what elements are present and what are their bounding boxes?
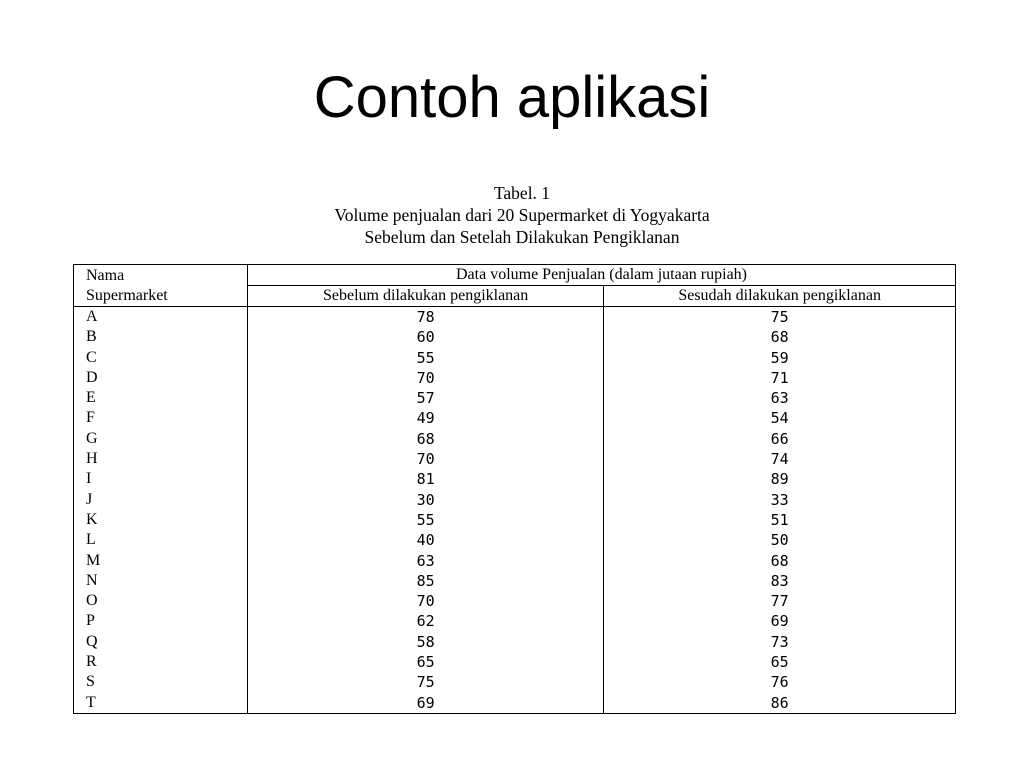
- sales-after-cell: 86: [604, 693, 956, 714]
- table-row: [74, 551, 956, 571]
- header-name-line1: Nama: [86, 266, 125, 284]
- supermarket-name-cell: I: [74, 469, 248, 489]
- header-after-advertising: Sesudah dilakukan pengiklanan: [604, 286, 956, 307]
- caption-table-condition: Sebelum dan Setelah Dilakukan Pengiklanan: [364, 227, 680, 247]
- sales-after-cell: 66: [604, 429, 956, 449]
- sales-before-cell: 62: [248, 611, 604, 631]
- table-row: [74, 327, 956, 347]
- table-row: [74, 307, 956, 328]
- table-row: [74, 591, 956, 611]
- slide-title: Contoh aplikasi: [313, 65, 711, 130]
- sales-after-cell: 33: [604, 490, 956, 510]
- supermarket-name-cell: N: [74, 571, 248, 591]
- sales-after-cell: 71: [604, 368, 956, 388]
- sales-after-cell: 74: [604, 449, 956, 469]
- table-row: [74, 429, 956, 449]
- supermarket-name-cell: B: [74, 327, 248, 347]
- supermarket-name-cell: A: [74, 307, 248, 328]
- table-row: [74, 510, 956, 530]
- sales-after-cell: 69: [604, 611, 956, 631]
- caption-table-subject: Volume penjualan dari 20 Supermarket di Yogyakarta: [334, 205, 710, 225]
- sales-after-cell: 73: [604, 632, 956, 652]
- table-body: [74, 307, 956, 714]
- table-row: [74, 490, 956, 510]
- sales-before-cell: 49: [248, 408, 604, 428]
- supermarket-name-cell: G: [74, 429, 248, 449]
- sales-volume-table: [73, 264, 956, 714]
- table-row: [74, 652, 956, 672]
- supermarket-name-cell: T: [74, 693, 248, 714]
- table-row: [74, 368, 956, 388]
- supermarket-name-cell: C: [74, 348, 248, 368]
- table-row: [74, 388, 956, 408]
- sales-after-cell: 68: [604, 551, 956, 571]
- table-row: [74, 530, 956, 550]
- sales-before-cell: 81: [248, 469, 604, 489]
- sales-before-cell: 68: [248, 429, 604, 449]
- header-before-advertising: Sebelum dilakukan pengiklanan: [248, 286, 604, 307]
- sales-before-cell: 70: [248, 591, 604, 611]
- sales-before-cell: 55: [248, 348, 604, 368]
- sales-before-cell: 57: [248, 388, 604, 408]
- supermarket-name-cell: M: [74, 551, 248, 571]
- sales-before-cell: 63: [248, 551, 604, 571]
- caption-table-number: Tabel. 1: [493, 183, 551, 203]
- sales-before-cell: 60: [248, 327, 604, 347]
- table-caption: [0, 182, 1024, 248]
- sales-before-cell: 75: [248, 672, 604, 692]
- supermarket-name-cell: K: [74, 510, 248, 530]
- table-row: [74, 672, 956, 692]
- sales-before-cell: 70: [248, 368, 604, 388]
- supermarket-name-cell: Q: [74, 632, 248, 652]
- sales-after-cell: 51: [604, 510, 956, 530]
- table-row: [74, 469, 956, 489]
- supermarket-name-cell: P: [74, 611, 248, 631]
- sales-after-cell: 76: [604, 672, 956, 692]
- sales-after-cell: 83: [604, 571, 956, 591]
- supermarket-name-cell: D: [74, 368, 248, 388]
- sales-before-cell: 40: [248, 530, 604, 550]
- supermarket-name-cell: O: [74, 591, 248, 611]
- header-name-line2: Supermarket: [86, 286, 168, 304]
- sales-before-cell: 55: [248, 510, 604, 530]
- sales-before-cell: 69: [248, 693, 604, 714]
- table-row: [74, 611, 956, 631]
- sales-before-cell: 65: [248, 652, 604, 672]
- header-row-1: [74, 265, 956, 286]
- table-row: [74, 693, 956, 714]
- header-supermarket-name: [74, 265, 248, 307]
- sales-after-cell: 54: [604, 408, 956, 428]
- sales-before-cell: 85: [248, 571, 604, 591]
- supermarket-name-cell: H: [74, 449, 248, 469]
- supermarket-name-cell: R: [74, 652, 248, 672]
- sales-before-cell: 58: [248, 632, 604, 652]
- supermarket-name-cell: F: [74, 408, 248, 428]
- sales-before-cell: 78: [248, 307, 604, 328]
- sales-before-cell: 70: [248, 449, 604, 469]
- table-row: [74, 348, 956, 368]
- table-row: [74, 571, 956, 591]
- table-row: [74, 632, 956, 652]
- sales-after-cell: 50: [604, 530, 956, 550]
- sales-after-cell: 89: [604, 469, 956, 489]
- sales-after-cell: 75: [604, 307, 956, 328]
- supermarket-name-cell: L: [74, 530, 248, 550]
- sales-after-cell: 68: [604, 327, 956, 347]
- supermarket-name-cell: S: [74, 672, 248, 692]
- supermarket-name-cell: J: [74, 490, 248, 510]
- table-row: [74, 408, 956, 428]
- sales-after-cell: 77: [604, 591, 956, 611]
- sales-after-cell: 59: [604, 348, 956, 368]
- table-header: [74, 265, 956, 307]
- sales-after-cell: 65: [604, 652, 956, 672]
- sales-before-cell: 30: [248, 490, 604, 510]
- sales-after-cell: 63: [604, 388, 956, 408]
- table-row: [74, 449, 956, 469]
- header-sales-volume-group: Data volume Penjualan (dalam jutaan rupiah): [248, 265, 956, 286]
- supermarket-name-cell: E: [74, 388, 248, 408]
